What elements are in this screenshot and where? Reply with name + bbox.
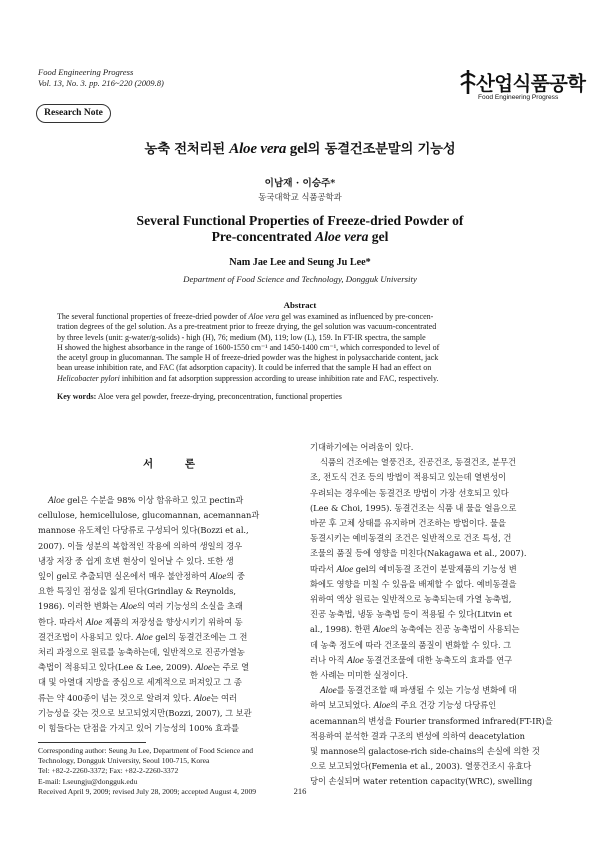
right-column-text [310,440,566,790]
body-text-line: acemannan의 변성을 Fourier transformed infrared(FT-IR)을 [310,715,553,726]
english-title-line1: Several Functional Properties of Freeze-dried Powder of [136,213,464,228]
korean-title-part2: 의 동결건조분말의 기능성 [307,142,456,157]
korean-title-latin: gel [286,141,308,157]
keywords-text: Aloe vera gel powder, freeze-drying, preconcentration, functional properties [97,392,342,401]
section-heading-introduction: 서 론 [143,458,195,470]
body-text-line: mannose 유도체인 다당류로 구성되어 있다(Bozzi et al., [38,525,249,536]
abstract-line: by three levels (unit: g-water/g-solids) - high (H), 76; medium (M), 119; low (L), 159. In FT-IR spectra, the sample [57,332,426,342]
body-text-line: 한다. 따라서 Aloe 제품의 저장성을 향상시키기 위하여 동 [38,616,243,627]
body-text-line: 1986). 이러한 변화는 Aloe의 여러 기능성의 소실을 초래 [38,601,243,612]
body-text-line: 동결시키는 예비동결의 조건은 일반적으로 건조 특성, 건 [310,533,512,544]
journal-name: Food Engineering Progress [38,67,134,77]
footnote-line: E-mail: Lseungju@dongguk.edu [38,776,138,786]
logo-english-text: Food Engineering Progress [478,94,559,101]
body-text-line: 및 mannose의 galactose-rich side-chains의 손실에 의한 것 [310,746,540,757]
footnote-divider [38,742,146,743]
body-text-line: 처리 과정으로 원료를 농축하는데, 일반적으로 진공가열농 [38,647,245,658]
abstract-line: bean urease inhibition rate, and FAC (fat adsorption capacity). It could be inferred that the sample H had an effect on [57,363,432,373]
abstract-body [57,312,544,384]
body-text-line: 류는 약 400종이 넘는 것으로 알려져 있다. Aloe는 여러 [38,692,237,703]
korean-affiliation: 동국대학교 식품공학과 [258,192,342,202]
body-text-line: 잎이 gel로 추출되면 실온에서 매우 불안정하여 Aloe의 중 [38,571,245,582]
body-text-line: 따라서 Aloe gel의 예비동결 조건이 분말제품의 기능성 변 [310,563,517,574]
body-text-line: 으로 보고되었다(Femenia et al., 2003). 열풍건조시 유효다 [310,761,532,772]
korean-authors: 이남재 · 이승주* [264,178,336,189]
body-text-line: 기능성을 갖는 것으로 보고되었지만(Bozzi, 2007), 그 보관 [38,707,252,718]
english-title-line2-b: gel [368,229,389,244]
abstract-line: tration degrees of the gel solution. As a pre-treatment prior to freeze drying, the gel solution was vacuum-concentrated [57,322,437,332]
body-text-line: 러나 아직 Aloe 동결건조물에 대한 농축도의 효과를 연구 [310,654,513,665]
abstract-line: Helicobacter pylori inhibition and fat adsorption suppression according to urease inhibition rate and FAC, respectively. [57,373,439,383]
english-affiliation: Department of Food Science and Technology, Dongguk University [183,274,417,284]
abstract-line: H showed the highest absorbance in the range of 1600-1550 cm⁻¹ and 1450-1400 cm⁻¹, which corresponded to level of [57,342,440,352]
article-type-badge: Research Note [36,104,111,123]
body-text-line: 적용하여 분석한 결과 구조의 변성에 의하여 deacetylation [310,730,525,741]
body-text-line: 위하여 액상 원료는 일반적으로 농축되는데 가열 농축법, [310,594,512,605]
footnote-line: Corresponding author: Seung Ju Lee, Department of Food Science and [38,746,254,755]
logo-mark-icon [458,68,478,96]
abstract-line: The several functional properties of freeze-dried powder of Aloe vera gel was examined as influenced by pre-concen- [57,312,434,321]
body-text-line: 조물의 품질 등에 영향을 미친다(Nakagawa et al., 2007). [310,548,527,559]
korean-title-italic: Aloe vera [229,141,287,157]
body-text-line: Aloe를 동결건조할 때 파생될 수 있는 기능성 변화에 대 [320,685,517,696]
journal-header [38,67,164,88]
keywords-label: Key words: [57,392,97,401]
body-text-line: 조, 전도식 건조 등의 방법이 적용되고 있는데 열변성이 [310,472,506,483]
korean-title-part1: 농축 전처리된 [144,142,230,157]
footnote-line: Tel: +82-2-2260-3372; Fax: +82-2-2260-3372 [38,766,179,776]
body-text-line: 이 힘들다는 단점을 가지고 있어 기능성의 100% 효과를 [38,723,239,734]
left-column-text [38,493,300,736]
footnote-line: Received April 9, 2009; revised July 28, 2009; accepted August 4, 2009 [38,786,257,796]
body-text-line: 축법이 적용되고 있다(Lee & Lee, 2009). Aloe는 주로 열 [38,662,250,673]
journal-logo [458,58,586,110]
body-text-line: 당이 손실되며 water retention capacity(WRC), swelling [310,776,533,787]
abstract-heading: Abstract [283,300,317,310]
body-text-line: Aloe gel은 수분을 98% 이상 함유하고 있고 pectin과 [48,495,244,505]
abstract-line: the acetyl group in glucomannan. The sample H of freeze-dried powder was the highest in polysaccharide content, jack [57,353,439,363]
body-text-line: 2007). 이들 성분의 복합적인 작용에 의하여 생일의 경우 [38,540,243,551]
body-text-line: 대 및 아열대 지방을 중심으로 세계적으로 퍼져있고 그 종 [38,677,242,688]
body-text-line: 식품의 건조에는 열풍건조, 진공건조, 동결건조, 분무건 [320,457,516,468]
body-text-line: 요한 특징인 점성을 잃게 된다(Grindlay & Reynolds, [38,586,237,597]
korean-title [0,138,600,158]
body-text-line: 하여 보고되었다. Aloe의 주요 건강 기능성 다당류인 [310,700,497,711]
body-text-line: 화에도 영향을 미칠 수 있음을 배제할 수 없다. 예비동결을 [310,578,517,589]
body-text-line: 바꾼 후 고체 상태를 유지하며 건조하는 방법이다. 물을 [310,518,506,529]
body-text-line: 데 농축 정도에 따라 건조물의 품질이 변화할 수 있다. 그 [310,639,512,650]
footnote-line: Technology, Dongguk University, Seoul 100-715, Korea [38,756,210,766]
body-text-line: (Lee & Choi, 1995). 동결건조는 식품 내 물을 얼음으로 [310,502,517,513]
logo-korean-text: 산업식품공학 [476,72,586,95]
english-title-line2-a: Pre-concentrated [211,229,316,244]
page-number: 216 [293,786,307,796]
english-title-line2 [0,229,600,245]
body-text-line: cellulose, hemicellulose, glucomannan, acemannan과 [38,510,260,521]
body-text-line: 우려되는 경우에는 동결건조 방법이 가장 선호되고 있다 [310,487,509,498]
journal-citation: Vol. 13, No. 3. pp. 216~220 (2009.8) [38,77,164,88]
english-title-line2-italic: Aloe vera [315,229,369,244]
body-text-line: 냉장 저장 중 쉽게 흐변 현상이 일어날 수 있다. 또한 생 [38,555,234,566]
body-text-line: al., 1998). 한편 Aloe의 농축에는 진공 농축법이 사용되는 [310,624,520,635]
english-title [0,213,600,245]
english-authors: Nam Jae Lee and Seung Ju Lee* [229,257,371,268]
body-text-line: 기대하기에는 어려움이 있다. [310,442,414,452]
keywords [57,392,544,401]
body-text-line: 결건조법이 사용되고 있다. Aloe gel의 동결건조에는 그 전 [38,631,248,642]
body-text-line: 한 사례는 미미한 실정이다. [310,670,408,681]
body-text-line: 진공 농축법, 냉동 농축법 등이 적용될 수 있다(Litvin et [310,609,512,620]
